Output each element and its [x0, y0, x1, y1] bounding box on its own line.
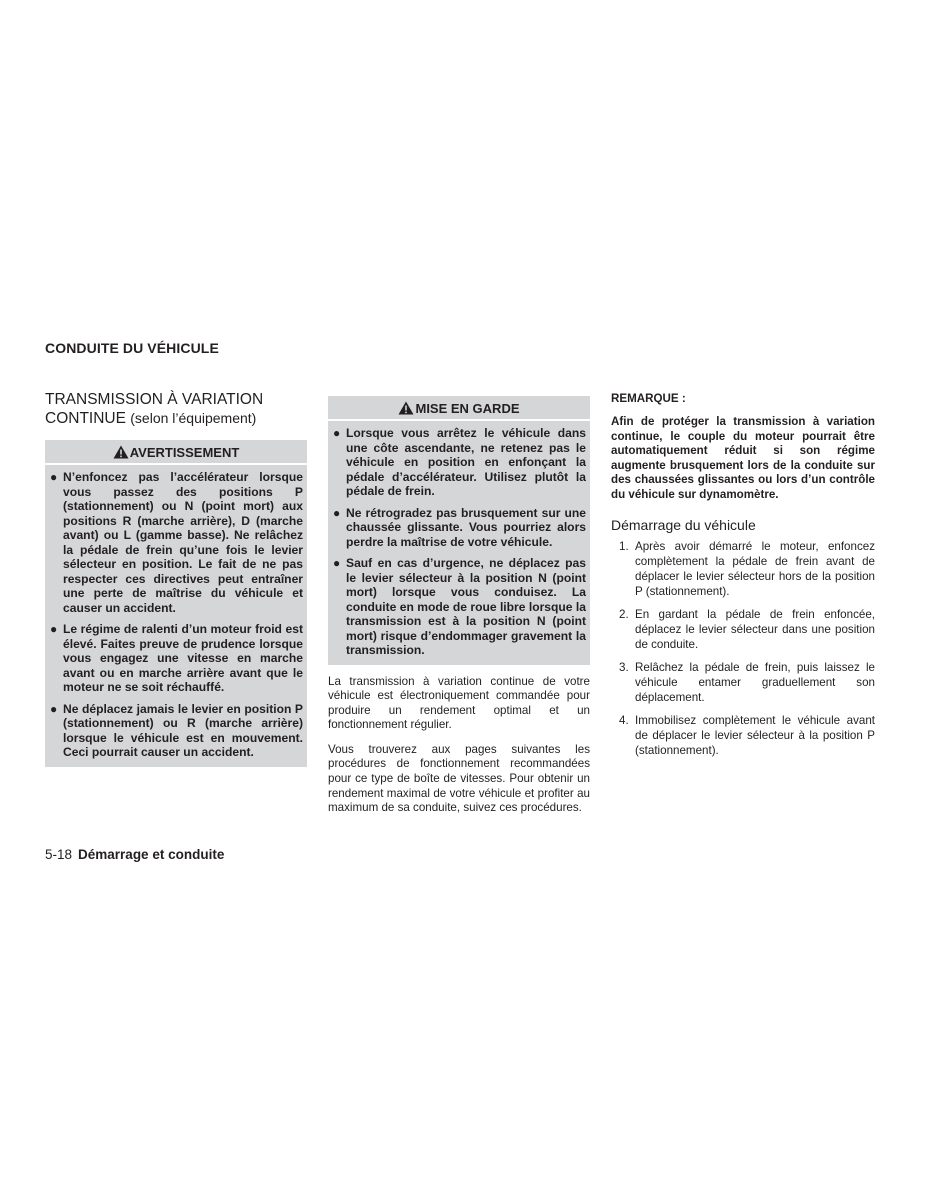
startup-title: Démarrage du véhicule	[611, 516, 756, 533]
body-paragraph: La transmission à variation continue de votre véhicule est électroniquement commandée pour produire un rendement optimal et un fonctionnement régulier.	[328, 674, 590, 732]
chapter-name: Démarrage et conduite	[78, 847, 225, 862]
remark-title: REMARQUE :	[611, 392, 686, 405]
list-item: 3. Relâchez la pédale de frein, puis laissez le véhicule entamer graduellement son déplacement.	[619, 660, 875, 704]
bullet-icon: ●	[333, 556, 341, 570]
list-item: 2. En gardant la pédale de frein enfoncée, déplacez le levier sélecteur dans une position de conduite.	[619, 607, 875, 651]
bullet-icon: ●	[50, 622, 58, 636]
heading-line2: CONTINUE	[45, 410, 126, 427]
warning-box-title: AVERTISSEMENT	[129, 445, 240, 460]
warning-list	[50, 470, 303, 760]
page-footer	[45, 847, 224, 862]
warning-triangle-icon	[113, 445, 129, 459]
page-number: 5-18	[45, 847, 73, 862]
column-left	[45, 390, 307, 767]
remark-body: Afin de protéger la transmission à variation continue, le couple du moteur pourrait être automatiquement réduit si son régime augmente brusquement lors de la conduite sur des chaussées glissantes ou lors d’un contrôle du véhicule sur dynamomètre.	[611, 415, 875, 501]
list-item: 1. Après avoir démarré le moteur, enfoncez complètement la pédale de frein avant de déplacer le levier sélecteur hors de la position P (stationnement).	[619, 539, 875, 598]
caution-box	[328, 396, 590, 665]
list-item: ● Ne rétrogradez pas brusquement sur une chaussée glissante. Vous pourriez alors perdre la maîtrise de votre véhicule.	[333, 505, 586, 549]
list-item: ● Lorsque vous arrêtez le véhicule dans une côte ascendante, ne retenez pas le véhicule en position en enfonçant la pédale d’accélérateur. Utilisez plutôt la pédale de frein.	[333, 426, 586, 498]
bullet-icon: ●	[50, 701, 58, 716]
list-item: ● Le régime de ralenti d’un moteur froid est élevé. Faites preuve de prudence lorsque vous engagez une vitesse en marche avant ou en marche arrière avant que le moteur ne se soit réchauffé.	[50, 622, 303, 694]
warning-box	[45, 440, 307, 767]
bullet-icon: ●	[333, 505, 341, 520]
body-paragraph: Vous trouverez aux pages suivantes les procédures de fonctionnement recommandées pour ce type de boîte de vitesses. Pour obtenir un rendement maximal de votre véhicule et profiter au maximum de sa conduite, suivez ces procédures.	[328, 742, 590, 815]
heading-suffix: (selon l’équipement)	[130, 410, 257, 426]
page-heading	[45, 390, 307, 428]
column-right	[611, 392, 875, 766]
caution-box-header	[328, 400, 590, 421]
list-item: 4. Immobilisez complètement le véhicule avant de déplacer le levier sélecteur à la position P (stationnement).	[619, 713, 875, 757]
column-middle	[328, 396, 590, 816]
bullet-icon: ●	[333, 426, 341, 440]
list-item: ● Sauf en cas d’urgence, ne déplacez pas le levier sélecteur à la position N (point mort) lorsque vous conduisez. La conduite en mode de roue libre lorsque la transmission est à la position N (point mort) risque d’endommager gravement la transmission.	[333, 556, 586, 657]
section-title: CONDUITE DU VÉHICULE	[45, 340, 219, 356]
bullet-icon: ●	[50, 470, 58, 484]
list-item: ● N’enfoncez pas l’accélérateur lorsque vous passez des positions P (stationnement) ou N (point mort) aux positions R (marche arrière), D (marche avant) ou L (gamme basse). Ne relâchez la pédale de frein qu’une fois le levier sélecteur en position. Le fait de ne pas respecter ces directives peut entraîner une perte de maîtrise du véhicule et causer un accident.	[50, 470, 303, 615]
warning-box-header	[45, 444, 307, 465]
warning-triangle-icon	[398, 401, 414, 415]
caution-list	[333, 426, 586, 658]
heading-line1: TRANSMISSION À VARIATION	[45, 391, 264, 408]
caution-box-title: MISE EN GARDE	[415, 401, 520, 416]
startup-steps	[611, 539, 875, 758]
list-item: ● Ne déplacez jamais le levier en position P (stationnement) ou R (marche arrière) lorsque le véhicule est en mouvement. Ceci pourrait causer un accident.	[50, 701, 303, 759]
